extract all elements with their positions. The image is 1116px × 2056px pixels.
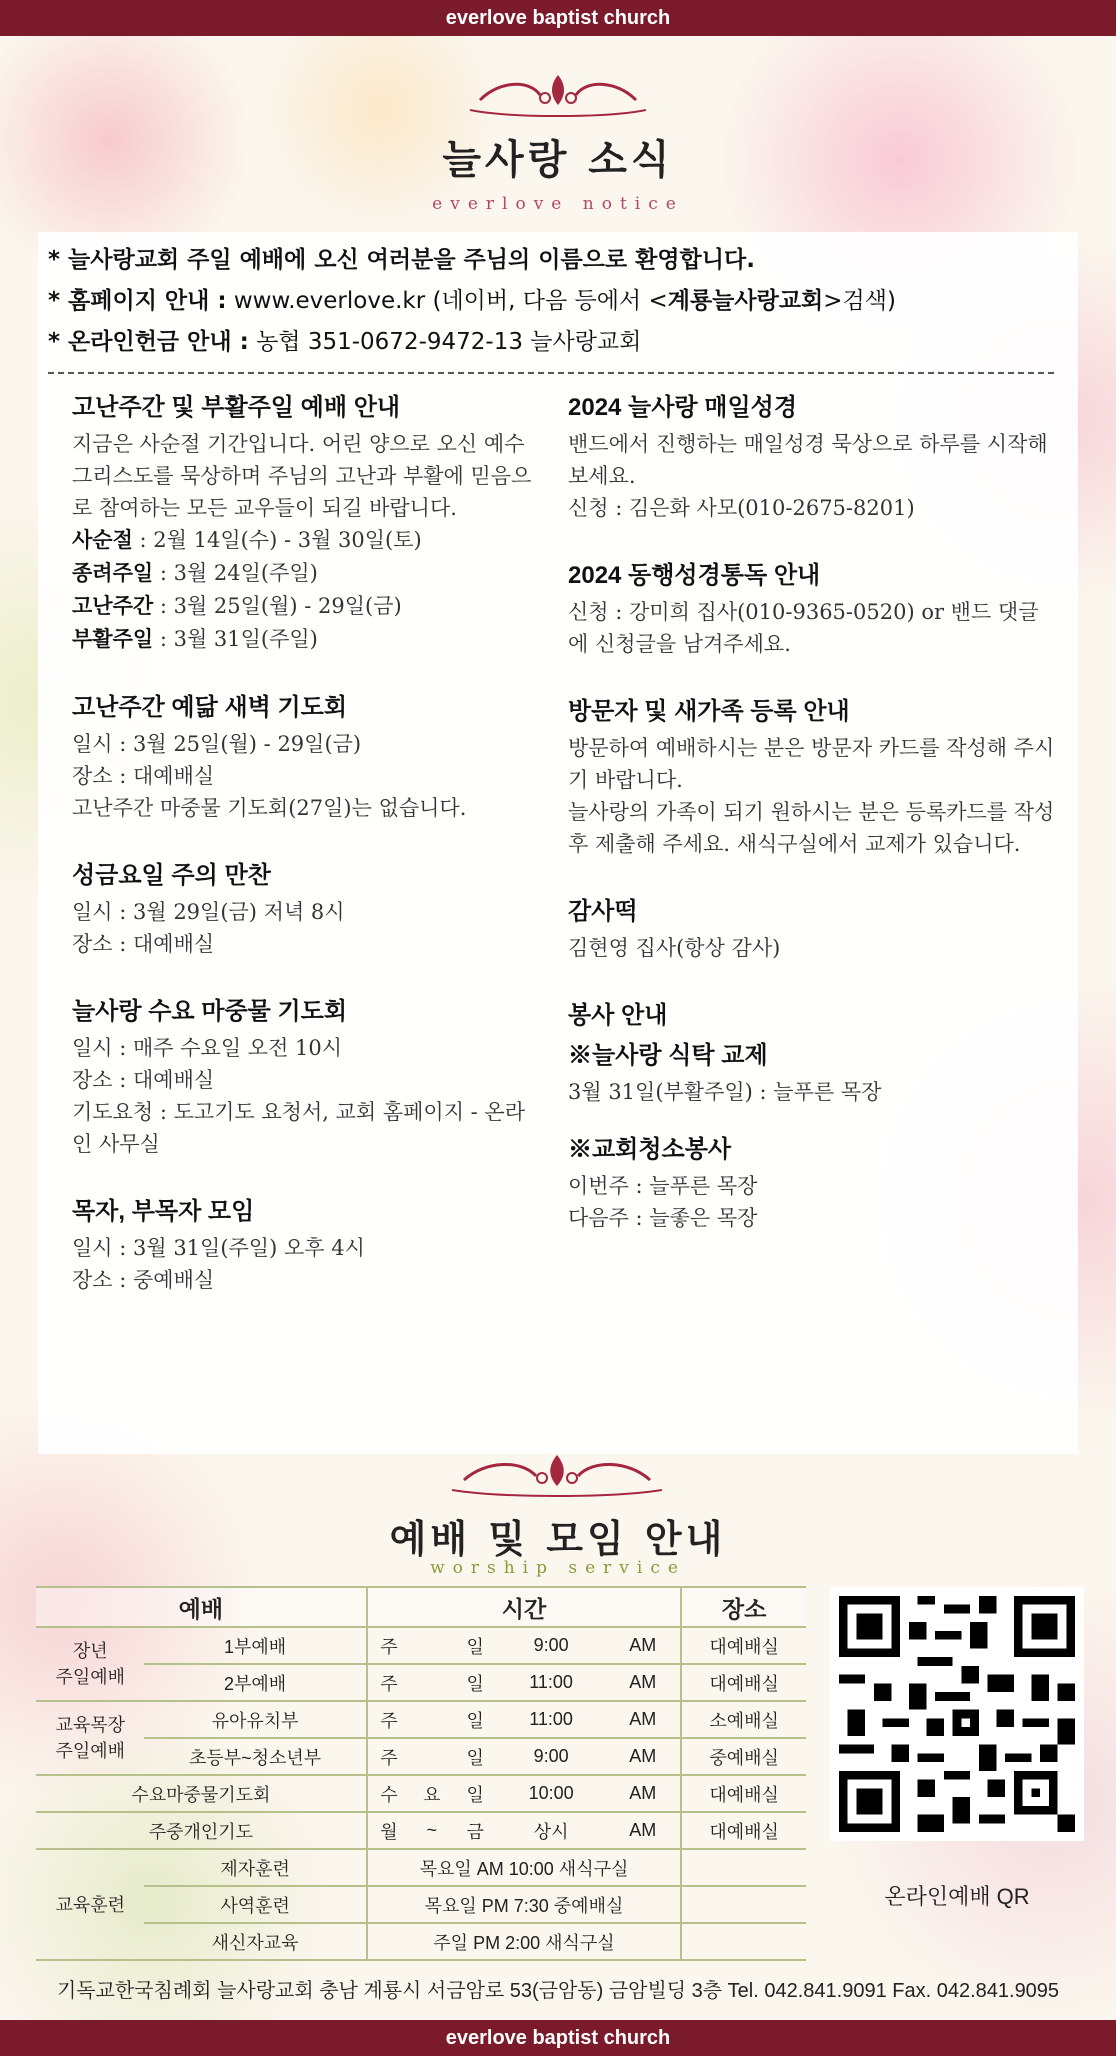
service-ampm: AM: [605, 1664, 681, 1701]
table-row: [36, 1701, 806, 1738]
section-line: 늘사랑의 가족이 되기 원하시는 분은 등록카드를 작성 후 제출해 주세요. 새식구실에서 교제가 있습니다.: [568, 800, 1055, 856]
section-line: 다음주 : 늘좋은 목장: [568, 1206, 758, 1230]
day-char: 월: [367, 1812, 410, 1849]
service-place: 중예배실: [681, 1738, 806, 1775]
section-line: 밴드에서 진행하는 매일성경 묵상으로 하루를 시작해 보세요.: [568, 432, 1048, 488]
day-char: 주: [367, 1664, 410, 1701]
day-char: [410, 1701, 453, 1738]
section-service-info: [568, 996, 1058, 1108]
header-worship: 예배: [36, 1587, 367, 1627]
service-place: 대예배실: [681, 1775, 806, 1812]
table-row: [36, 1738, 806, 1775]
day-char: 일: [454, 1701, 497, 1738]
header-time: 시간: [367, 1587, 681, 1627]
section-line: 장소 : 대예배실: [72, 764, 215, 788]
table-row: [36, 1849, 806, 1886]
day-char: ~: [410, 1812, 453, 1849]
section-title: 봉사 안내: [568, 1002, 668, 1029]
service-ampm: AM: [605, 1775, 681, 1812]
section-title: 성금요일 주의 만찬: [72, 862, 271, 889]
section-line: 방문하여 예배하시는 분은 방문자 카드를 작성해 주시기 바랍니다.: [568, 736, 1055, 792]
day-char: 일: [454, 1664, 497, 1701]
service-name: 유아유치부: [144, 1701, 366, 1738]
section-title: 고난주간 및 부활주일 예배 안내: [72, 394, 401, 421]
section-title: 방문자 및 새가족 등록 안내: [568, 698, 850, 725]
section-line: 일시 : 3월 29일(금) 저녁 8시: [72, 900, 345, 924]
left-column: [72, 388, 542, 1328]
day-char: 주: [367, 1701, 410, 1738]
worship-table: [36, 1586, 806, 1961]
section-line: 이번주 : 늘푸른 목장: [568, 1174, 758, 1198]
intro-block: [48, 240, 896, 363]
service-time: 상시: [497, 1812, 605, 1849]
section-item: 종려주일 : 3월 24일(주일): [72, 561, 318, 585]
day-char: 금: [454, 1812, 497, 1849]
header-bar: everlove baptist church: [0, 0, 1116, 36]
day-char: 일: [454, 1627, 497, 1664]
section-item: 부활주일 : 3월 31일(주일): [72, 627, 318, 651]
empty-cell: [681, 1923, 806, 1960]
section-easter: [72, 388, 542, 656]
training-info: 주일 PM 2:00 새식구실: [367, 1923, 681, 1960]
section-title: 2024 늘사랑 매일성경: [568, 394, 798, 421]
section-title: ※교회청소봉사: [568, 1136, 732, 1163]
day-char: 수: [367, 1775, 410, 1812]
empty-cell: [681, 1886, 806, 1923]
service-name: 2부예배: [144, 1664, 366, 1701]
service-place: 대예배실: [681, 1812, 806, 1849]
service-time: 9:00: [497, 1627, 605, 1664]
service-name: 1부예배: [144, 1627, 366, 1664]
service-ampm: AM: [605, 1701, 681, 1738]
section-subtitle: ※늘사랑 식탁 교제: [568, 1042, 768, 1069]
header-place: 장소: [681, 1587, 806, 1627]
right-column: [568, 388, 1058, 1266]
service-ampm: AM: [605, 1627, 681, 1664]
section-daily-bible: [568, 388, 1058, 524]
section-thanks-rice-cake: [568, 892, 1058, 964]
homepage-line: * 홈페이지 안내 : www.everlove.kr (네이버, 다음 등에서 <계룡늘사랑교회>검색): [48, 288, 896, 314]
service-name: 초등부~청소년부: [144, 1738, 366, 1775]
service-time: 9:00: [497, 1738, 605, 1775]
section-dawn-prayer: [72, 688, 542, 824]
day-char: 주: [367, 1627, 410, 1664]
section-body: 지금은 사순절 기간입니다. 어린 양으로 오신 예수 그리스도를 묵상하며 주님의 고난과 부활에 믿음으로 참여하는 모든 교우들이 되길 바랍니다.: [72, 432, 532, 520]
group-label: 교육훈련: [36, 1849, 144, 1960]
section-good-friday: [72, 856, 542, 960]
section-title: 늘사랑 수요 마중물 기도회: [72, 998, 348, 1025]
training-name: 제자훈련: [144, 1849, 366, 1886]
section-line: 일시 : 매주 수요일 오전 10시: [72, 1036, 343, 1060]
group-label: 장년 주일예배: [36, 1627, 144, 1701]
section-line: 장소 : 대예배실: [72, 932, 215, 956]
section-shepherd-meeting: [72, 1192, 542, 1296]
training-info: 목요일 PM 7:30 중예배실: [367, 1886, 681, 1923]
training-name: 새신자교육: [144, 1923, 366, 1960]
section-item: 사순절 : 2월 14일(수) - 3월 30일(토): [72, 528, 422, 552]
table-row: [36, 1664, 806, 1701]
group-label: 교육목장 주일예배: [36, 1701, 144, 1775]
section-line: 기도요청 : 도고기도 요청서, 교회 홈페이지 - 온라인 사무실: [72, 1100, 526, 1156]
table-row: [36, 1923, 806, 1960]
worship-title: 예배 및 모임 안내: [389, 1516, 727, 1561]
section-line: 고난주간 마중물 기도회(27일)는 없습니다.: [72, 796, 467, 820]
section-line: 신청 : 강미희 집사(010-9365-0520) or 밴드 댓글에 신청글을 남겨주세요.: [568, 600, 1039, 656]
section-title: 고난주간 예닮 새벽 기도회: [72, 694, 348, 721]
qr-code-icon[interactable]: [830, 1587, 1084, 1841]
table-row: [36, 1627, 806, 1664]
empty-cell: [681, 1849, 806, 1886]
service-time: 11:00: [497, 1701, 605, 1738]
day-char: [410, 1664, 453, 1701]
ornament-icon: [470, 70, 646, 120]
service-ampm: AM: [605, 1738, 681, 1775]
service-name: 주중개인기도: [36, 1812, 367, 1849]
service-name: 수요마중물기도회: [36, 1775, 367, 1812]
day-char: 요: [410, 1775, 453, 1812]
section-item: 고난주간 : 3월 25일(월) - 29일(금): [72, 594, 402, 618]
section-bible-reading: [568, 556, 1058, 660]
section-line: 장소 : 중예배실: [72, 1268, 215, 1292]
qr-label: 온라인예배 QR: [884, 1884, 1030, 1909]
notice-subtitle: everlove notice: [432, 194, 684, 214]
table-row: [36, 1775, 806, 1812]
day-char: 일: [454, 1775, 497, 1812]
service-place: 소예배실: [681, 1701, 806, 1738]
section-line: 김현영 집사(항상 감사): [568, 936, 781, 960]
service-place: 대예배실: [681, 1627, 806, 1664]
section-title: 2024 동행성경통독 안내: [568, 562, 821, 589]
service-time: 10:00: [497, 1775, 605, 1812]
section-line: 일시 : 3월 31일(주일) 오후 4시: [72, 1236, 365, 1260]
welcome-line: * 늘사랑교회 주일 예배에 오신 여러분을 주님의 이름으로 환영합니다.: [48, 247, 755, 273]
service-time: 11:00: [497, 1664, 605, 1701]
table-row: [36, 1812, 806, 1849]
ornament-icon: [452, 1452, 662, 1498]
section-line: 신청 : 김은화 사모(010-2675-8201): [568, 496, 915, 520]
notice-title: 늘사랑 소식: [442, 136, 674, 183]
service-place: 대예배실: [681, 1664, 806, 1701]
divider: [48, 372, 1054, 374]
section-cleaning: [568, 1130, 1058, 1234]
section-title: 감사떡: [568, 898, 638, 925]
day-char: 주: [367, 1738, 410, 1775]
training-info: 목요일 AM 10:00 새식구실: [367, 1849, 681, 1886]
worship-subtitle: worship service: [430, 1558, 686, 1578]
section-visitor-registration: [568, 692, 1058, 860]
offering-line: * 온라인헌금 안내 : 농협 351-0672-9472-13 늘사랑교회: [48, 329, 642, 355]
training-name: 사역훈련: [144, 1886, 366, 1923]
section-title: 목자, 부목자 모임: [72, 1198, 255, 1225]
section-wednesday-prayer: [72, 992, 542, 1160]
footer-bar: everlove baptist church: [0, 2020, 1116, 2056]
church-address: 기독교한국침례회 늘사랑교회 충남 계룡시 서금암로 53(금암동) 금암빌딩 3층 Tel. 042.841.9091 Fax. 042.841.9095: [56, 1980, 1060, 2002]
day-char: [410, 1627, 453, 1664]
day-char: [410, 1738, 453, 1775]
service-ampm: AM: [605, 1812, 681, 1849]
table-row: [36, 1886, 806, 1923]
section-line: 3월 31일(부활주일) : 늘푸른 목장: [568, 1080, 882, 1104]
table-header-row: [36, 1587, 806, 1627]
section-line: 일시 : 3월 25일(월) - 29일(금): [72, 732, 362, 756]
section-line: 장소 : 대예배실: [72, 1068, 215, 1092]
day-char: 일: [454, 1738, 497, 1775]
